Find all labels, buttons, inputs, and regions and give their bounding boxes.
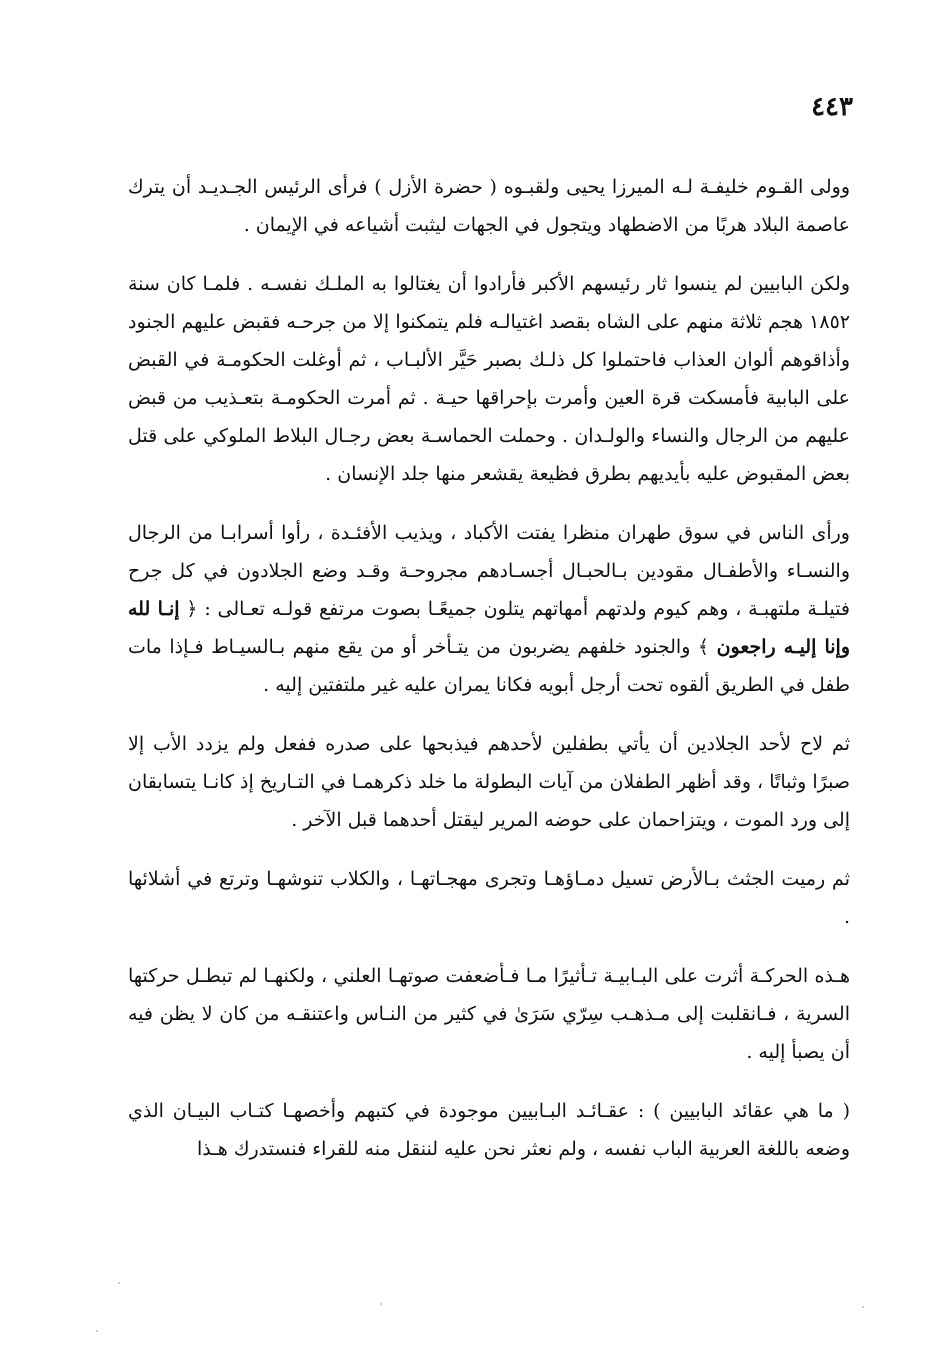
paragraph-1: وولى القـوم خليفـة لـه الميرزا يحيى ولقبـوه ( حضرة الأزل ) فرأى الرئيس الجـديـد أن يترك عاصمة البلاد هربًا من الاضطهاد ويتجول في الجهات ليثبت أشياعه في الإيمان . [128, 176, 850, 236]
paragraph-3-after: ﴾ والجنود خلفهم يضربون من يتـأخر أو من يقع منهم بـالسيـاط فـإذا مات طفل في الطريق ألقوه تحت أرجل أبويه فكانا يمران عليه غير ملتفتين إليه . [128, 636, 850, 696]
paragraph-7: ( ما هي عقائد البابيين ) : عقـائـد البـابيين موجودة في كتبهم وأخصهـا كتـاب البيـان الذي وضعه باللغة العربية الباب نفسه ، ولم نعثر نحن عليه لننقل منه للقراء فنستدرك هـذا [128, 1100, 850, 1160]
paragraph-4: ثم لاح لأحد الجلادين أن يأتي بطفلين لأحدهم فيذبحها على صدره ففعل ولم يزدد الأب إلا صبرًا وثباتًا ، وقد أظهر الطفلان من آيات البطولة ما خلد ذكرهمـا في التـاريخ إذ كانـا يتسابقان إلى ورد الموت ، ويتزاحمان على حوضه المرير ليقتل أحدهما قبل الآخر . [128, 733, 850, 831]
paragraph-3 [128, 514, 850, 704]
paragraph-2: ولكن البابيين لم ينسوا ثار رئيسهم الأكبر فأرادوا أن يغتالوا به الملـك نفسـه . فلمـا كان سنة ١٨٥٢ هجم ثلاثة منهم على الشاه بقصد اغتيالـه فلم يتمكنوا إلا من جرحـه فقبض عليهم الجنود وأذاقوهم ألوان العذاب فاحتملوا كل ذلـك بصبر حَيَّر الألبـاب ، ثم أوغلت الحكومـة في القبض على البابية فأمسكت قرة العين وأمرت بإحراقها حيـة . ثم أمرت الحكومـة بتعـذيب من قبض عليهم من الرجال والنساء والولـدان . وحملت الحماسـة بعض رجـال البلاط الملوكي على قتل بعض المقبوض عليه بأيديهم بطرق فظيعة يقشعر منها جلد الإنسان . [128, 273, 850, 485]
scan-speck [380, 1303, 382, 1305]
paragraph-3-before: ورأى الناس في سوق طهران منظرا يفتت الأكباد ، ويذيب الأفئـدة ، رأوا أسرابـا من الرجال والنسـاء والأطفـال مقودين بـالحبـال أجسـادهم مجروحـة وقـد وضع الجلادون في كل جرح فتيلـة ملتهبـة ، وهم كيوم ولدتهم أمهاتهم يتلون جميعًـا بصوت مرتفع قولـه تعـالى : ﴿ [128, 522, 850, 620]
scan-speck [96, 1330, 98, 1332]
scan-speck [118, 1282, 120, 1284]
paragraph-6: هـذه الحركـة أثرت على البـابيـة تـأثيرًا مـا فـأضعفت صوتهـا العلني ، ولكنهـا لم تبطـل حركتها السرية ، فـانقلبت إلى مـذهـب سِرّي سَرَىٰ في كثير من النـاس واعتنقـه من كان لا يظن فيه أن يصبأ إليه . [128, 965, 850, 1063]
body-text [128, 168, 850, 1189]
paragraph-5: ثم رميت الجثث بـالأرض تسيل دمـاؤهـا وتجرى مهجـاتهـا ، والكلاب تنوشهـا وترتع في أشلائها . [128, 868, 850, 928]
scan-speck [862, 1306, 864, 1308]
quran-quote: إنـا لله وإنا إليـه راجعون [128, 598, 850, 658]
page-number: ٤٤٣ [811, 92, 853, 122]
